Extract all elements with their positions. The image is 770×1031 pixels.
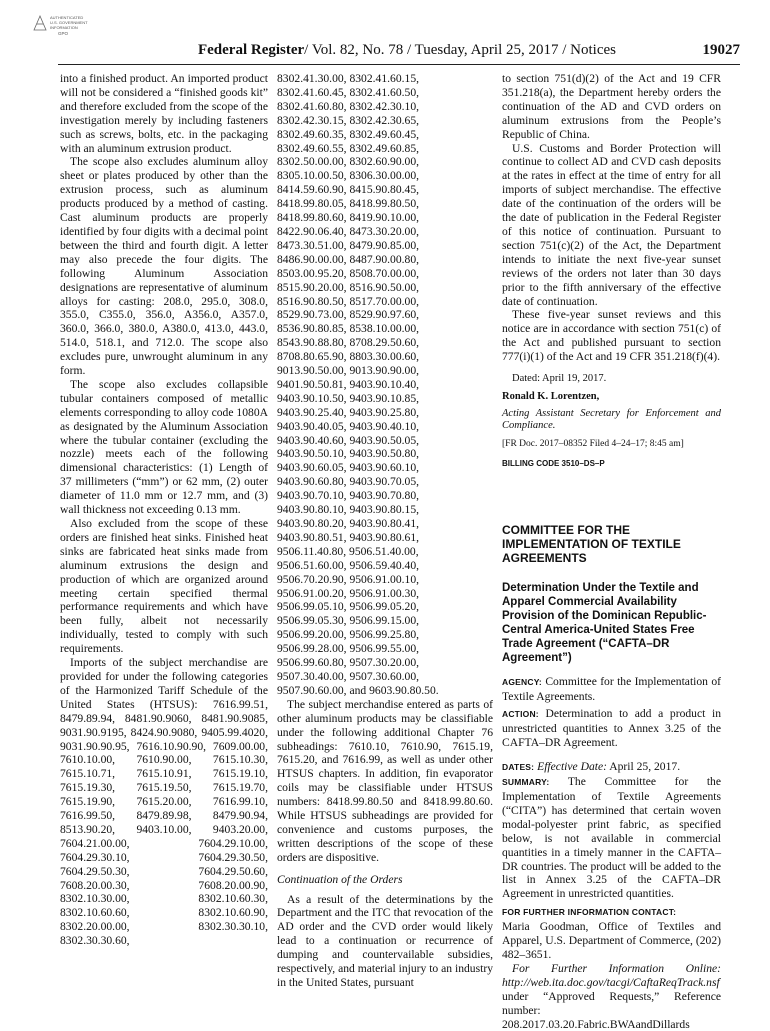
column-3 (502, 72, 721, 1031)
agency-label: AGENCY: (502, 676, 542, 687)
svg-text:U.S. GOVERNMENT: U.S. GOVERNMENT (50, 20, 88, 25)
agency-text: Committee for the Implementation of Textile Agreements. (502, 674, 721, 703)
gpo-authentication-logo (28, 10, 88, 38)
dates-effective-label: Effective Date: (537, 760, 607, 774)
fr-doc-line: [FR Doc. 2017–08352 Filed 4–24–17; 8:45 am] (502, 438, 684, 449)
paragraph: Imports of the subject merchandise are provided for under the following categories of the Harmonized Tariff Schedule of the United States (HTSUS): 7616.99.51, 8479.89.94, 8481.90.9060, 8481.90.9085, 9031.90.9195, 8424.90.9080, 9405.99.4020, 9031.90.90.95, 7616.10.90.90, 7609.00.00, 7610.10.00, 7610.90.00, 7615.10.30, 7615.10.71, 7615.10.91, 7615.19.10, 7615.19.30, 7615.19.50, 7615.19.70, 7615.19.90, 7615.20.00, 7616.99.10, 7616.99.50, 8479.89.98, 8479.90.94, 8513.90.20, 9403.10.00, 9403.20.00, 7604.21.00.00, 7604.29.10.00, 7604.29.30.10, 7604.29.30.50, 7604.29.50.30, 7604.29.50.60, 7608.20.00.30, 7608.20.00.90, 8302.10.30.00, 8302.10.60.30, 8302.10.60.60, 8302.10.60.90, 8302.20.00.00, 8302.30.30.10, 8302.30.30.60, (60, 656, 268, 948)
signer-name: Ronald K. Lorentzen, (502, 390, 600, 402)
paragraph: These five-year sunset reviews and this notice are in accordance with section 751(c) of the Act and published pursuant to section 777(i)(1) of the Act and 19 CFR 351.218(f)(4). (502, 308, 721, 364)
signer-title: Acting Assistant Secretary for Enforcement and Compliance. (502, 407, 721, 432)
action-label: ACTION: (502, 709, 539, 720)
paragraph: into a finished product. An imported product will not be considered a “finished goods kit” and therefore excluded from the scope of the investigation merely by including fasteners such as screws, bolts, etc. in the packaging with an aluminum extrusion product. (60, 72, 268, 155)
paragraph: The subject merchandise entered as parts of other aluminum products may be classifiable under the following additional Chapter 76 subheadings: 7610.10, 7610.90, 7615.19, 7615.20, and 7616.99, as well as under other HTSUS chapters. In addition, fin evaporator coils may be classifiable under HTSUS numbers: 8418.99.80.50 and 8418.99.80.60. While HTSUS subheadings are provided for convenience and customs purposes, the written descriptions of the scope of these orders are dispositive. (277, 697, 493, 864)
paragraph: Also excluded from the scope of these orders are finished heat sinks. Finished heat sinks are fabricated heat sinks made from aluminum extrusions the design and production of which are organized around meeting certain specified thermal performance requirements and which have been fully, albeit not necessarily individually, tested to comply with such requirements. (60, 517, 268, 656)
htsus-code-list: 8302.41.30.00, 8302.41.60.15, 8302.41.60.45, 8302.41.60.50, 8302.41.60.80, 8302.42.30.10, 8302.42.30.15, 8302.42.30.65, 8302.49.60.35, 8302.49.60.45, 8302.49.60.55, 8302.49.60.85, 8302.50.00.00, 8302.60.90.00, 8305.10.00.50, 8306.30.00.00, 8414.59.60.90, 8415.90.80.45, 8418.99.80.05, 8418.99.80.50, 8418.99.80.60, 8419.90.10.00, 8422.90.06.40, 8473.30.20.00, 8473.30.51.00, 8479.90.85.00, 8486.90.00.00, 8487.90.00.80, 8503.00.95.20, 8508.70.00.00, 8515.90.20.00, 8516.90.50.00, 8516.90.80.50, 8517.70.00.00, 8529.90.73.00, 8529.90.97.60, 8536.90.80.85, 8538.10.00.00, 8543.90.88.80, 8708.29.50.60, 8708.80.65.90, 8803.30.00.60, 9013.90.50.00, 9013.90.90.00, 9401.90.50.81, 9403.90.10.40, 9403.90.10.50, 9403.90.10.85, 9403.90.25.40, 9403.90.25.80, 9403.90.40.05, 9403.90.40.10, 9403.90.40.60, 9403.90.50.05, 9403.90.50.10, 9403.90.50.80, 9403.90.60.05, 9403.90.60.10, 9403.90.60.80, 9403.90.70.05, 9403.90.70.10, 9403.90.70.80, 9403.90.80.10, 9403.90.80.15, 9403.90.80.20, 9403.90.80.41, 9403.90.80.51, 9403.90.80.61, 9506.11.40.80, 9506.51.40.00, 9506.51.60.00, 9506.59.40.40, 9506.70.20.90, 9506.91.00.10, 9506.91.00.20, 9506.91.00.30, 9506.99.05.10, 9506.99.05.20, 9506.99.05.30, 9506.99.15.00, 9506.99.20.00, 9506.99.25.80, 9506.99.28.00, 9506.99.55.00, 9506.99.60.80, 9507.30.20.00, 9507.30.40.00, 9507.30.60.00, 9507.90.60.00, and 9603.90.80.50. (277, 72, 439, 697)
online-label: For Further Information Online: (512, 961, 721, 975)
header-line (60, 40, 754, 60)
document-title: Determination Under the Textile and Apparel Commercial Availability Provision of the Dominican Republic-Central America-United States Free Trade Agreement (“CAFTA–DR Agreement”) (502, 581, 707, 664)
summary-label: SUMMARY: (502, 777, 550, 788)
dated-line: Dated: April 19, 2017. (512, 373, 607, 385)
billing-code: BILLING CODE 3510–DS–P (502, 458, 605, 468)
agency-heading: COMMITTEE FOR THE IMPLEMENTATION OF TEXTILE AGREEMENTS (502, 522, 681, 565)
page-number: 19027 (702, 42, 740, 58)
paragraph: As a result of the determinations by the Department and the ITC that revocation of the AD order and the CVD order would likely lead to a continuation or recurrence of dumping and countervailable subsidies, respectively, and material injury to an industry in the United States, pursuant (277, 892, 493, 989)
dates-text: April 25, 2017. (609, 760, 681, 774)
dates-block (502, 760, 721, 775)
contact-text: Maria Goodman, Office of Textiles and Apparel, U.S. Department of Commerce, (202) 482–3651. (502, 920, 721, 961)
paragraph: The scope also excludes aluminum alloy sheet or plates produced by other than the extrusion process, such as aluminum products produced by a method of casting. Cast aluminum products are properly identified by four digits with a decimal point between the third and fourth digit. A letter may also precede the four digits. The following Aluminum Association designations are representative of aluminum alloys for casting: 208.0, 295.0, 308.0, 355.0, C355.0, 356.0, A356.0, A357.0, 360.0, 366.0, 380.0, A380.0, 413.0, 443.0, 514.0, 518.1, and 712.0. The scope also excludes pure, unwrought aluminum in any form. (60, 155, 268, 378)
online-url-link[interactable]: http://web.ita.doc.gov/tacgi/CaftaReqTrack.nsf (502, 975, 720, 989)
column-1 (60, 72, 268, 948)
summary-text: The Committee for the Implementation of Textile Agreements (“CITA”) has determined that certain woven modal-polyester print fabric, as specified below, is not available in commercial quantities in a timely manner in the CAFTA–DR countries. The product will be added to the list in Annex 3.25 of the CAFTA–DR Agreement in unrestricted quantities. (502, 775, 721, 901)
column-2 (277, 72, 493, 990)
paragraph: The scope also excludes collapsible tubular containers composed of metallic elements corresponding to alloy code 1080A as designated by the Aluminum Association where the tubular container (excluding the nozzle) meets each of the following dimensional characteristics: (1) Length of 37 millimeters (“mm”) or 62 mm, (2) outer diameter of 11.0 mm or 12.7 mm, and (3) wall thickness not exceeding 0.13 mm. (60, 377, 268, 517)
dates-label: DATES: (502, 762, 535, 773)
svg-text:AUTHENTICATED: AUTHENTICATED (50, 15, 84, 20)
paragraph: to section 751(d)(2) of the Act and 19 CFR 351.218(a), the Department hereby orders the continuation of the AD and CVD orders on aluminum extrusions from the People’s Republic of China. (502, 72, 721, 141)
summary-block (502, 775, 721, 901)
contact-label: FOR FURTHER INFORMATION CONTACT: (502, 907, 677, 918)
issue-info: / Vol. 82, No. 78 / Tuesday, April 25, 2017 / Notices (304, 42, 617, 58)
online-text: under “Approved Requests,” Reference number: 208.2017.03.20.Fabric.BWAandDillards (502, 989, 721, 1031)
page-header (60, 40, 754, 60)
action-text: Determination to add a product in unrestricted quantities to Annex 3.25 of the CAFTA–DR Agreement. (502, 707, 721, 750)
section-subheading: Continuation of the Orders (277, 872, 403, 886)
journal-name: Federal Register (197, 42, 305, 58)
action-block (502, 707, 721, 750)
contact-block (502, 905, 721, 962)
header-rule (58, 64, 740, 65)
agency-block (502, 675, 721, 704)
paragraph: U.S. Customs and Border Protection will continue to collect AD and CVD cash deposits at the rates in effect at the time of entry for all imports of subject merchandise. The effective date of the continuation of the orders will be the date of publication in the Federal Register of this notice of continuation. Pursuant to section 751(c)(2) of the Act, the Department intends to initiate the next five-year sunset reviews of the orders not later than 30 days prior to the fifth anniversary of the effective date of continuation. (502, 141, 721, 308)
svg-text:GPO: GPO (58, 31, 69, 36)
online-block (502, 962, 721, 1031)
svg-text:INFORMATION: INFORMATION (50, 25, 78, 30)
